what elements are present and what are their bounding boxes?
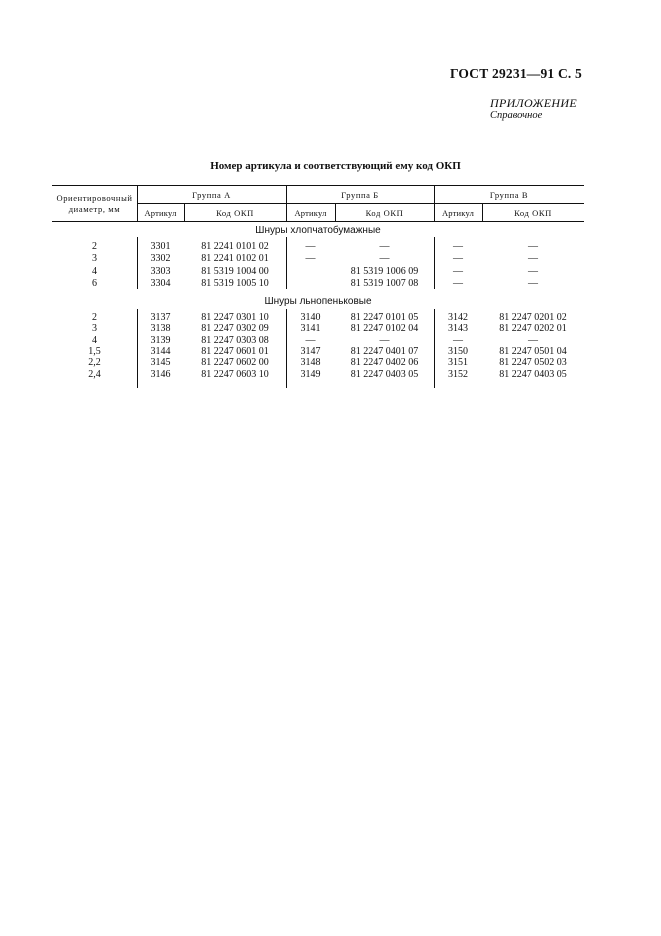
code-a-cell: 81 2247 0302 09 — [201, 323, 269, 335]
code-c-cell: 81 2247 0202 01 — [499, 323, 567, 335]
header-diameter-line2: диаметр, мм — [68, 204, 121, 214]
header-bottom-rule — [52, 221, 584, 222]
header-code-a: Код ОКП — [216, 208, 254, 218]
article-c-cell: — — [453, 277, 463, 289]
article-b-cell: — — [305, 334, 316, 346]
code-a-cell: 81 2247 0603 10 — [201, 368, 269, 380]
article-c-cell: — — [453, 253, 463, 265]
article-b-cell: — — [305, 253, 316, 265]
diameter-cell: 4 — [92, 265, 97, 277]
header-article-a: Артикул — [144, 208, 177, 218]
article-a-cell: 3139 — [150, 334, 171, 346]
code-c-cell: 81 2247 0403 05 — [499, 368, 567, 380]
code-b-cell: 81 5319 1007 08 — [350, 277, 419, 289]
diameter-cell: 4 — [92, 334, 97, 346]
code-c-cell: — — [528, 253, 538, 265]
table-top-rule — [52, 185, 584, 186]
code-a-cell: 81 2247 0303 08 — [201, 334, 269, 346]
header-diameter-line1: Ориентировочный — [56, 193, 133, 203]
appendix-note: Справочное — [490, 110, 543, 122]
code-a-cell: 81 2247 0301 10 — [201, 312, 269, 323]
code-c-cell: 81 2247 0201 02 — [499, 312, 567, 323]
header-group-a: Группа А — [192, 190, 231, 200]
code-a-cell: 81 5319 1005 10 — [201, 277, 269, 289]
code-b-cell: 81 2247 0401 07 — [350, 345, 419, 357]
article-b-cell: — — [305, 241, 316, 252]
header-group-b: Группа Б — [341, 190, 379, 200]
diameter-cell: 2 — [92, 312, 97, 323]
code-c-cell: — — [528, 277, 538, 289]
diameter-cell: 2,4 — [88, 368, 101, 380]
header-code-c: Код ОКП — [514, 208, 552, 218]
diameter-cell: 3 — [92, 253, 97, 265]
article-b-cell: 3141 — [300, 323, 321, 335]
code-b-cell: 81 5319 1006 09 — [350, 265, 419, 277]
article-c-cell: — — [453, 265, 463, 277]
code-c-cell: — — [528, 241, 538, 252]
article-b-cell: 3148 — [300, 357, 321, 369]
code-b-cell: — — [379, 253, 390, 265]
article-a-cell: 3144 — [150, 345, 171, 357]
group-header-rule — [137, 203, 584, 204]
article-c-cell: 3151 — [448, 357, 468, 369]
article-c-cell: 3150 — [448, 345, 468, 357]
code-a-cell: 81 5319 1004 00 — [201, 265, 269, 277]
header-article-c: Артикул — [441, 208, 475, 218]
section-title-linen: Шнуры льнопеньковые — [264, 296, 372, 307]
appendix-label — [490, 97, 577, 122]
diameter-cell: 1,5 — [88, 345, 101, 357]
header-article-b: Артикул — [294, 208, 327, 218]
code-a-cell: 81 2241 0101 02 — [201, 241, 269, 252]
article-c-cell: — — [453, 334, 463, 346]
diameter-cell: 3 — [92, 323, 97, 335]
article-a-cell: 3304 — [150, 277, 171, 289]
article-b-cell: 3149 — [300, 368, 321, 380]
article-b-cell: 3147 — [300, 345, 321, 357]
code-a-cell: 81 2241 0102 01 — [201, 253, 269, 265]
code-a-cell: 81 2247 0601 01 — [201, 345, 269, 357]
code-b-cell: 81 2247 0101 05 — [350, 312, 419, 323]
diameter-cell: 2 — [92, 241, 97, 252]
code-a-cell: 81 2247 0602 00 — [201, 357, 269, 369]
diameter-cell: 2,2 — [88, 357, 101, 369]
article-a-cell: 3302 — [150, 253, 171, 265]
header-group-c: Группа В — [489, 190, 529, 200]
article-a-cell: 3146 — [150, 368, 171, 380]
code-b-cell: — — [379, 334, 390, 346]
article-a-cell: 3138 — [150, 323, 171, 335]
appendix-title: ПРИЛОЖЕНИЕ — [490, 96, 577, 110]
article-b-cell: 3140 — [300, 312, 321, 323]
header-code-b: Код ОКП — [365, 208, 404, 218]
article-c-cell: 3152 — [448, 368, 468, 380]
code-c-cell: 81 2247 0502 03 — [499, 357, 567, 369]
article-a-cell: 3145 — [150, 357, 171, 369]
okp-table — [52, 185, 584, 388]
diameter-cell: 6 — [92, 277, 97, 289]
code-b-cell: 81 2247 0102 04 — [350, 323, 419, 335]
table-title: Номер артикула и соответствующий ему код ОКП — [210, 160, 461, 172]
article-c-cell: 3142 — [448, 312, 468, 323]
section-title-cotton: Шнуры хлопчатобумажные — [255, 225, 381, 236]
article-c-cell: 3143 — [448, 323, 468, 335]
article-a-cell: 3137 — [150, 312, 171, 323]
code-c-cell: — — [528, 265, 538, 277]
code-b-cell: 81 2247 0402 06 — [350, 357, 419, 369]
code-c-cell: — — [528, 334, 538, 346]
page-header: ГОСТ 29231—91 С. 5 — [449, 66, 582, 81]
article-a-cell: 3301 — [150, 241, 171, 252]
code-c-cell: 81 2247 0501 04 — [499, 345, 567, 357]
code-b-cell: — — [379, 241, 390, 252]
article-c-cell: — — [453, 241, 463, 252]
code-b-cell: 81 2247 0403 05 — [350, 368, 419, 380]
article-a-cell: 3303 — [150, 265, 171, 277]
